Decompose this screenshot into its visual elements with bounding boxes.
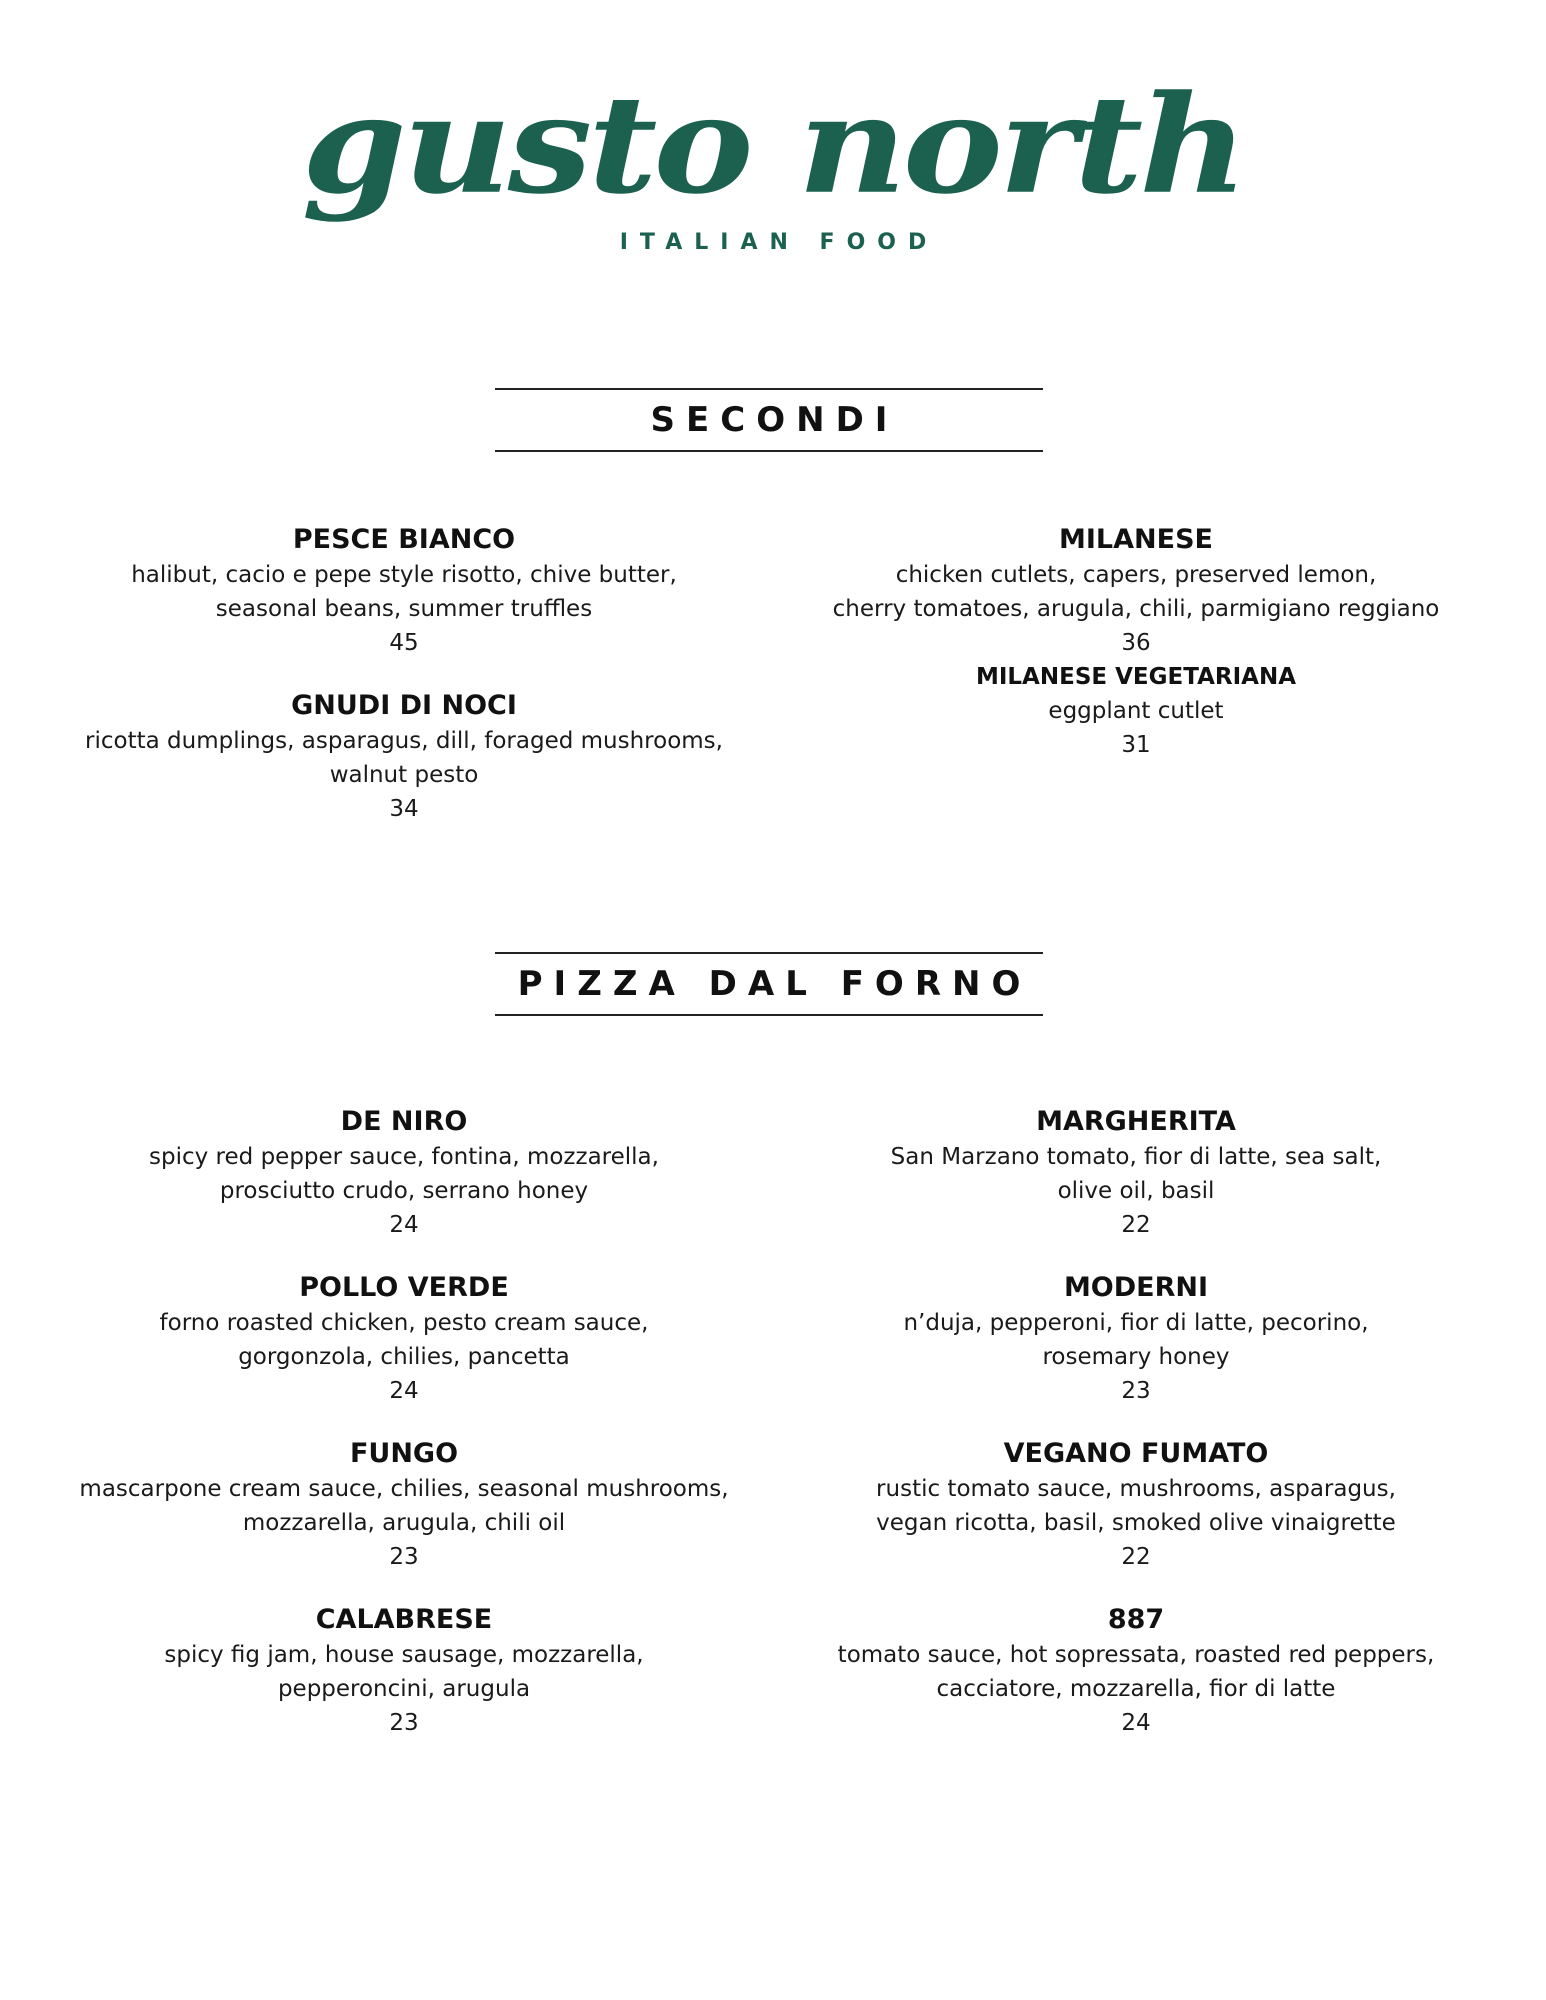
item-name: 887 [1107, 1604, 1165, 1635]
pizza-right-column [786, 1104, 1486, 1768]
item-price: 23 [389, 1544, 419, 1570]
section-title: PIZZA DAL FORNO [517, 964, 1032, 1004]
item-description: prosciutto crudo, serrano honey [219, 1178, 589, 1204]
item-variant-price: 31 [1121, 732, 1151, 758]
item-price: 23 [389, 1710, 419, 1736]
item-price: 45 [389, 630, 419, 656]
item-name: MODERNI [1063, 1272, 1209, 1303]
item-description: mozzarella, arugula, chili oil [242, 1510, 566, 1536]
item-description: cherry tomatoes, arugula, chili, parmigiano reggiano [832, 596, 1440, 622]
menu-item [54, 1270, 754, 1408]
item-name: DE NIRO [340, 1106, 468, 1137]
item-description: chicken cutlets, capers, preserved lemon, [895, 562, 1377, 588]
item-name: MILANESE [1059, 524, 1213, 555]
item-name: CALABRESE [315, 1604, 493, 1635]
item-description: n’duja, pepperoni, fior di latte, pecorino, [903, 1310, 1369, 1336]
item-description: rustic tomato sauce, mushrooms, asparagus, [876, 1476, 1396, 1502]
menu-item [786, 522, 1486, 762]
menu-item [786, 1104, 1486, 1242]
item-description: spicy fig jam, house sausage, mozzarella, [164, 1642, 644, 1668]
item-description: San Marzano tomato, fior di latte, sea salt, [890, 1144, 1382, 1170]
section-title: SECONDI [650, 400, 899, 440]
item-variant-description: eggplant cutlet [1048, 698, 1224, 724]
secondi-right-column [786, 522, 1486, 762]
item-description: forno roasted chicken, pesto cream sauce, [159, 1310, 649, 1336]
menu-item [786, 1436, 1486, 1574]
brand-tagline: ITALIAN FOOD [619, 230, 939, 255]
brand-logo [0, 60, 1546, 255]
item-name: FUNGO [349, 1438, 459, 1469]
menu-item [54, 1436, 754, 1574]
menu-item [54, 1104, 754, 1242]
section-header-secondi [495, 388, 1043, 452]
item-description: pepperoncini, arugula [277, 1676, 531, 1702]
item-price: 24 [389, 1378, 419, 1404]
item-price: 23 [1121, 1378, 1151, 1404]
item-price: 22 [1121, 1544, 1151, 1570]
item-description: cacciatore, mozzarella, fior di latte [936, 1676, 1336, 1702]
item-variant-name: MILANESE VEGETARIANA [975, 664, 1297, 690]
menu-item [786, 1270, 1486, 1408]
item-price: 34 [389, 796, 419, 822]
secondi-left-column [54, 522, 754, 854]
item-price: 24 [1121, 1710, 1151, 1736]
item-description: halibut, cacio e pepe style risotto, chive butter, [131, 562, 677, 588]
item-description: gorgonzola, chilies, pancetta [238, 1344, 570, 1370]
item-price: 24 [389, 1212, 419, 1238]
item-name: MARGHERITA [1036, 1106, 1236, 1137]
section-header-pizza [495, 952, 1043, 1016]
item-name: PESCE BIANCO [292, 524, 516, 555]
item-name: POLLO VERDE [299, 1272, 509, 1303]
item-description: olive oil, basil [1057, 1178, 1215, 1204]
menu-item [54, 688, 754, 826]
item-price: 22 [1121, 1212, 1151, 1238]
item-description: seasonal beans, summer truffles [215, 596, 593, 622]
item-name: VEGANO FUMATO [1003, 1438, 1269, 1469]
menu-item [54, 1602, 754, 1740]
pizza-left-column [54, 1104, 754, 1768]
item-description: mascarpone cream sauce, chilies, seasonal mushrooms, [79, 1476, 729, 1502]
item-description: walnut pesto [329, 762, 479, 788]
item-price: 36 [1121, 630, 1151, 656]
item-description: vegan ricotta, basil, smoked olive vinaigrette [876, 1510, 1396, 1536]
item-name: GNUDI DI NOCI [291, 690, 517, 721]
item-description: ricotta dumplings, asparagus, dill, foraged mushrooms, [85, 728, 723, 754]
item-description: spicy red pepper sauce, fontina, mozzarella, [149, 1144, 659, 1170]
item-description: rosemary honey [1042, 1344, 1230, 1370]
menu-item [54, 522, 754, 660]
brand-name: gusto north [301, 65, 1245, 225]
item-description: tomato sauce, hot sopressata, roasted red peppers, [837, 1642, 1435, 1668]
menu-item [786, 1602, 1486, 1740]
